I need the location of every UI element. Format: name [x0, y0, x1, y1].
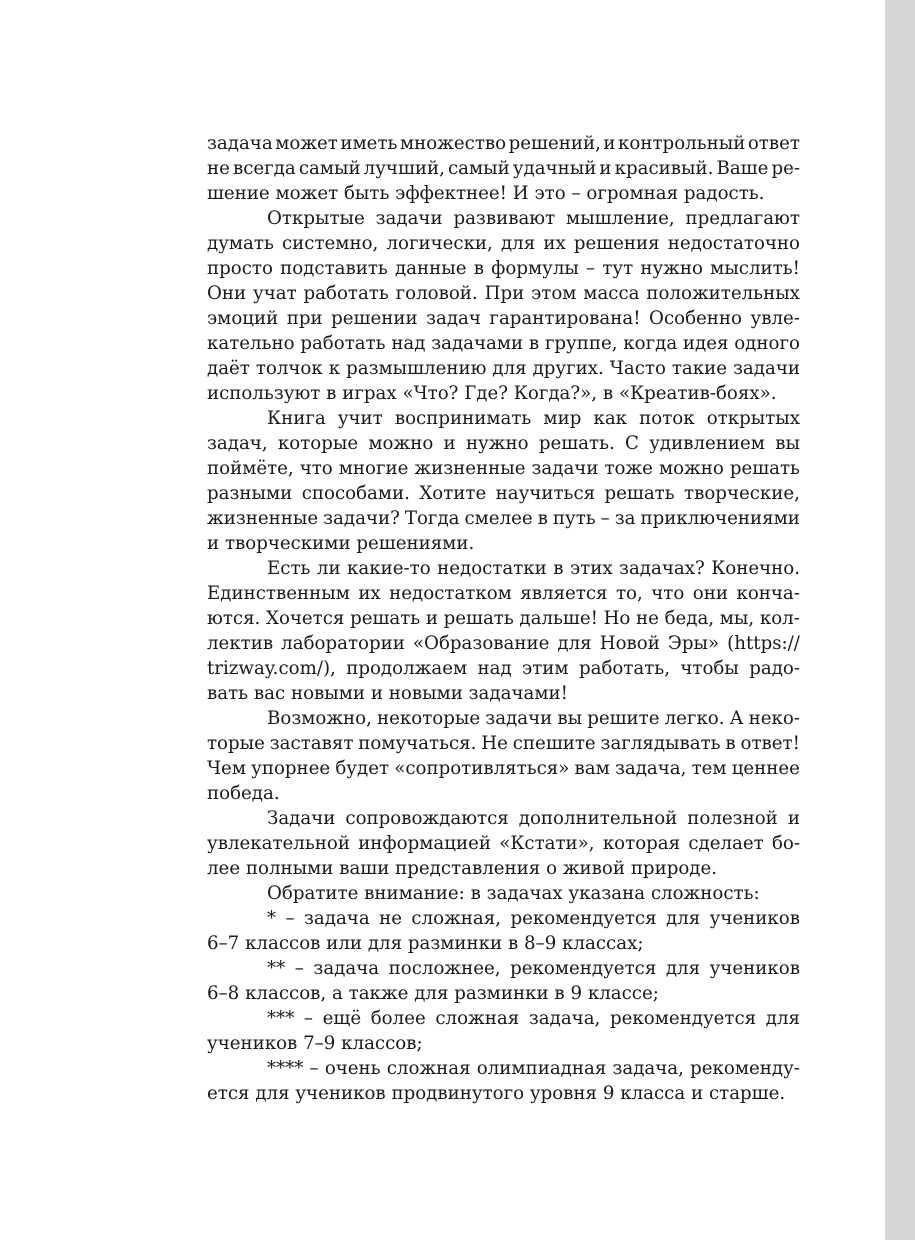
text-line: ется для учеников продвинутого уровня 9 класса и старше.	[207, 1083, 786, 1104]
text-line: ** – задача посложнее, рекомендуется для учеников	[267, 958, 800, 979]
text-line: задача может иметь множество решений, и контрольный ответ	[207, 133, 800, 154]
text-line: 6–7 классов или для разминки в 8–9 классах;	[207, 933, 644, 954]
text-line: кательно работать над задачами в группе, когда идея одного	[207, 333, 800, 354]
text-line: разными способами. Хотите научиться решать творческие,	[207, 483, 800, 504]
text-line: Открытые задачи развивают мышление, предлагают	[267, 208, 800, 229]
text-line: эмоций при решении задач гарантирована! Особенно увле-	[207, 308, 800, 329]
text-line: лее полными ваши представления о живой природе.	[207, 858, 718, 879]
text-line: Чем упорнее будет «сопротивляться» вам задача, тем ценнее	[207, 758, 800, 779]
text-line: даёт толчок к размышлению для других. Часто такие задачи	[207, 358, 800, 379]
text-line: 6–8 классов, а также для разминки в 9 классе;	[207, 983, 659, 1004]
text-line: увлекательной информацией «Кстати», которая сделает бо-	[207, 833, 800, 854]
scrollbar-track[interactable]	[885, 0, 915, 1240]
text-line: поймёте, что многие жизненные задачи тоже можно решать	[207, 458, 800, 479]
text-line: учеников 7–9 классов;	[207, 1033, 423, 1054]
text-line: просто подставить данные в формулы – тут нужно мыслить!	[207, 258, 800, 279]
text-line: Единственным их недостатком является то, что они конча-	[207, 583, 800, 604]
body-text	[207, 131, 800, 1106]
text-line: **** – очень сложная олимпиадная задача, рекоменду-	[267, 1058, 800, 1079]
text-line: не всегда самый лучший, самый удачный и красивый. Ваше ре-	[207, 158, 800, 179]
text-line: лектив лаборатории «Образование для Новой Эры» (https://	[207, 633, 800, 654]
text-line: ются. Хочется решать и решать дальше! Но не беда, мы, кол-	[207, 608, 800, 629]
text-line: * – задача не сложная, рекомендуется для учеников	[267, 908, 800, 929]
text-line: Книга учит воспринимать мир как поток открытых	[267, 408, 800, 429]
text-line: задач, которые можно и нужно решать. С удивлением вы	[207, 433, 800, 454]
text-line: думать системно, логически, для их решения недостаточно	[207, 233, 800, 254]
text-line: Они учат работать головой. При этом масса положительных	[207, 283, 800, 304]
text-line: Возможно, некоторые задачи вы решите легко. А неко-	[267, 708, 800, 729]
text-line: Задачи сопровождаются дополнительной полезной и	[267, 808, 800, 829]
text-line: победа.	[207, 783, 280, 804]
text-line: trizway.com/), продолжаем над этим работать, чтобы радо-	[207, 658, 800, 679]
text-line: шение может быть эффектнее! И это – огромная радость.	[207, 183, 765, 204]
text-line: жизненные задачи? Тогда смелее в путь – за приключениями	[207, 508, 800, 529]
text-line: вать вас новыми и новыми задачами!	[207, 683, 568, 704]
text-line: Есть ли какие-то недостатки в этих задачах? Конечно.	[267, 558, 800, 579]
text-line: торые заставят помучаться. Не спешите заглядывать в ответ!	[207, 733, 800, 754]
text-line: Обратите внимание: в задачах указана сложность:	[267, 883, 760, 904]
text-line: *** – ещё более сложная задача, рекомендуется для	[267, 1008, 800, 1029]
text-line: используют в играх «Что? Где? Когда?», в «Креатив-боях».	[207, 383, 777, 404]
text-line: и творческими решениями.	[207, 533, 475, 554]
